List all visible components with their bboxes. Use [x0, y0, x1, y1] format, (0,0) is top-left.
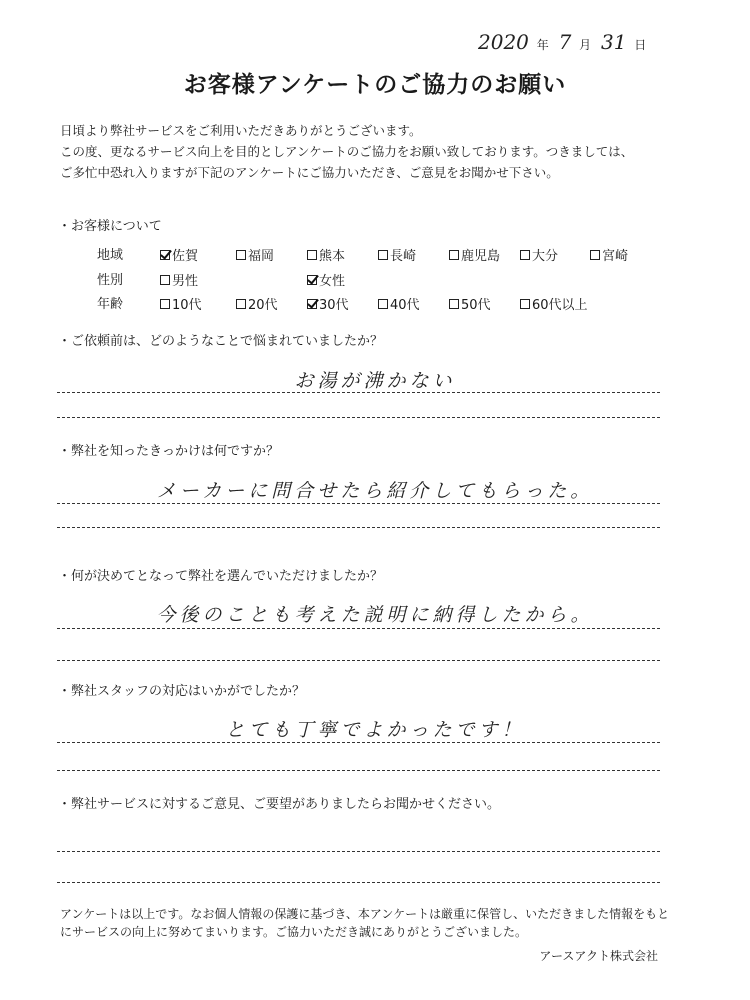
intro-line: 日頃より弊社サービスをご利用いただきありがとうございます。 [60, 123, 422, 138]
footer-line: にサービスの向上に努めてまいります。ご協力いただき誠にありがとうございました。 [60, 925, 528, 939]
answer-4: とても丁寧でよかったです！ [225, 719, 525, 741]
date-month-label: 月 [579, 38, 592, 52]
date-year: 2020 [478, 30, 529, 54]
intro-line: ご多忙中恐れ入りますが下記のアンケートにご協力いただき、ご意見をお聞かせ下さい。 [60, 165, 559, 180]
page-title: お客様アンケートのご協力のお願い [183, 72, 567, 98]
region-checkbox[interactable] [307, 250, 317, 260]
question-2: ・弊社を知ったきっかけは何ですか？ [58, 444, 280, 459]
region-label: 地域 [97, 248, 124, 263]
age-option-label: 20代 [248, 298, 278, 313]
region-option[interactable] [590, 245, 628, 264]
region-option-label: 長崎 [390, 249, 417, 264]
age-checkbox[interactable] [378, 299, 388, 309]
footer-note [60, 905, 700, 941]
question-3: ・何が決めてとなって弊社を選んでいただけましたか？ [58, 569, 384, 584]
answer-line [57, 882, 660, 883]
age-option[interactable] [378, 294, 420, 313]
intro-line: この度、更なるサービス向上を目的としアンケートのご協力をお願い致しております。つきましては、 [60, 144, 634, 159]
age-option[interactable] [160, 294, 202, 313]
region-option[interactable] [520, 245, 558, 264]
answer-2: メーカーに問合せたら紹介してもらった。 [156, 480, 594, 502]
question-1: ・ご依頼前は、どのようなことで悩まれていましたか？ [58, 334, 384, 349]
region-checkbox[interactable] [520, 250, 530, 260]
footer-line: アンケートは以上です。なお個人情報の保護に基づき、本アンケートは厳重に保管し、いただきました情報をもと [60, 907, 670, 921]
answer-line [57, 417, 660, 418]
date-year-label: 年 [536, 38, 549, 52]
region-checkbox[interactable] [236, 250, 246, 260]
answer-line [57, 770, 660, 771]
age-checkbox[interactable] [160, 299, 170, 309]
region-option[interactable] [449, 245, 500, 264]
gender-checkbox[interactable] [307, 275, 317, 285]
answer-3: 今後のことも考えた説明に納得したから。 [156, 604, 594, 626]
age-option[interactable] [307, 294, 349, 313]
gender-option-label: 男性 [172, 274, 199, 289]
age-option[interactable] [520, 294, 588, 313]
answer-line [57, 742, 660, 743]
region-checkbox[interactable] [449, 250, 459, 260]
region-option-label: 鹿児島 [461, 249, 501, 264]
region-option[interactable] [307, 245, 345, 264]
age-checkbox[interactable] [307, 299, 317, 309]
age-option-label: 50代 [461, 298, 491, 313]
survey-date [478, 30, 652, 54]
region-option[interactable] [378, 245, 416, 264]
answer-line [57, 527, 660, 528]
region-checkbox[interactable] [160, 250, 170, 260]
gender-checkbox[interactable] [160, 275, 170, 285]
gender-option[interactable] [160, 270, 198, 289]
age-option[interactable] [449, 294, 491, 313]
gender-option-label: 女性 [319, 274, 346, 289]
date-day: 31 [600, 30, 627, 54]
answer-line [57, 392, 660, 393]
age-checkbox[interactable] [449, 299, 459, 309]
company-name: アースアクト株式会社 [539, 949, 658, 963]
region-checkbox[interactable] [378, 250, 388, 260]
answer-line [57, 660, 660, 661]
region-option-label: 熊本 [319, 249, 346, 264]
age-option-label: 10代 [172, 298, 202, 313]
date-month: 7 [558, 30, 572, 54]
answer-line [57, 503, 660, 504]
region-option-label: 宮崎 [602, 249, 629, 264]
region-option[interactable] [160, 245, 198, 264]
intro-text [60, 120, 700, 183]
answer-line [57, 851, 660, 852]
gender-option[interactable] [307, 270, 345, 289]
region-option[interactable] [236, 245, 274, 264]
customer-section-heading: ・お客様について [58, 219, 162, 234]
age-option[interactable] [236, 294, 278, 313]
region-option-label: 福岡 [248, 249, 275, 264]
age-option-label: 30代 [319, 298, 349, 313]
region-option-label: 佐賀 [172, 249, 199, 264]
age-option-label: 60代以上 [532, 298, 588, 313]
answer-1: お湯が沸かない [294, 370, 456, 392]
answer-line [57, 628, 660, 629]
region-option-label: 大分 [532, 249, 559, 264]
age-option-label: 40代 [390, 298, 420, 313]
date-day-label: 日 [634, 38, 647, 52]
age-checkbox[interactable] [520, 299, 530, 309]
question-5: ・弊社サービスに対するご意見、ご要望がありましたらお聞かせください。 [58, 797, 501, 812]
gender-label: 性別 [97, 273, 124, 288]
question-4: ・弊社スタッフの対応はいかがでしたか？ [58, 684, 306, 699]
region-checkbox[interactable] [590, 250, 600, 260]
age-checkbox[interactable] [236, 299, 246, 309]
age-label: 年齢 [97, 297, 124, 312]
